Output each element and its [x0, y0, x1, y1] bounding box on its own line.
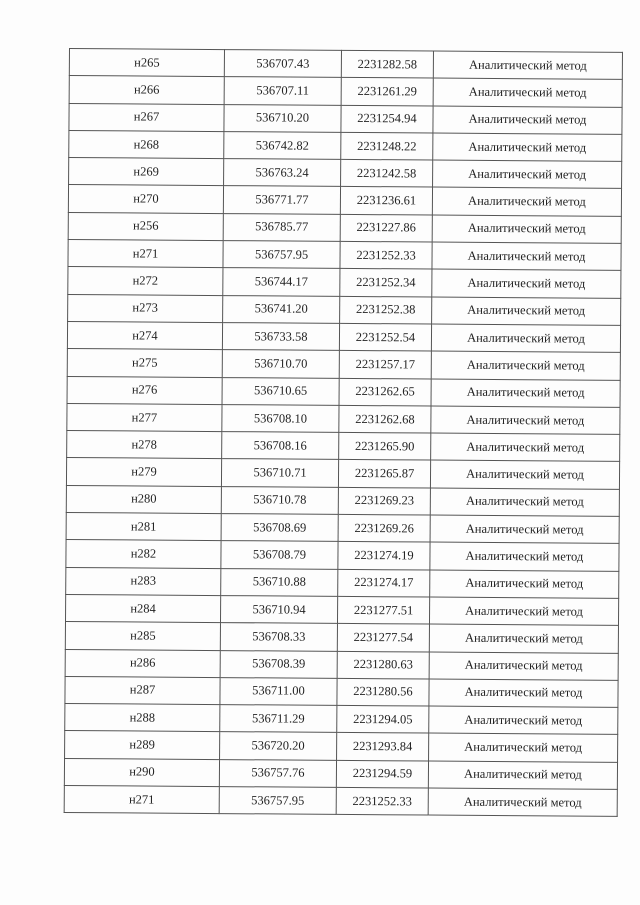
method-cell: Аналитический метод: [431, 379, 620, 408]
x-coordinate-cell: 536708.79: [221, 541, 338, 569]
x-coordinate-cell: 536710.94: [220, 596, 337, 624]
point-id-cell: н278: [67, 431, 222, 459]
y-coordinate-cell: 2231265.90: [339, 433, 431, 461]
point-id-cell: н268: [69, 130, 224, 158]
method-cell: Аналитический метод: [433, 78, 622, 107]
table-row: [67, 403, 620, 434]
point-id-cell: н285: [65, 622, 220, 650]
table-row: [65, 649, 618, 680]
table-row: [66, 567, 619, 598]
method-cell: Аналитический метод: [431, 433, 620, 462]
y-coordinate-cell: 2231277.54: [337, 624, 429, 652]
method-cell: Аналитический метод: [431, 406, 620, 435]
method-cell: Аналитический метод: [432, 297, 621, 326]
y-coordinate-cell: 2231282.58: [341, 50, 433, 78]
point-id-cell: н281: [66, 513, 221, 541]
method-cell: Аналитический метод: [429, 624, 618, 653]
method-cell: Аналитический метод: [431, 351, 620, 380]
x-coordinate-cell: 536733.58: [222, 323, 339, 351]
table-row: [68, 240, 621, 271]
method-cell: Аналитический метод: [429, 597, 618, 626]
x-coordinate-cell: 536710.65: [222, 377, 339, 405]
method-cell: Аналитический метод: [433, 133, 622, 162]
point-id-cell: н274: [67, 321, 222, 349]
table-row: [69, 76, 622, 107]
point-id-cell: н256: [68, 212, 223, 240]
y-coordinate-cell: 2231294.05: [337, 706, 429, 734]
x-coordinate-cell: 536757.95: [219, 787, 336, 815]
method-cell: Аналитический метод: [428, 761, 617, 790]
method-cell: Аналитический метод: [430, 542, 619, 571]
x-coordinate-cell: 536708.33: [220, 623, 337, 651]
table-row: [68, 294, 621, 325]
method-cell: Аналитический метод: [430, 570, 619, 599]
x-coordinate-cell: 536711.29: [220, 705, 337, 733]
y-coordinate-cell: 2231262.68: [339, 405, 431, 433]
x-coordinate-cell: 536720.20: [220, 732, 337, 760]
table-row: [67, 321, 620, 352]
table-row: [64, 786, 617, 817]
y-coordinate-cell: 2231257.17: [339, 351, 431, 379]
y-coordinate-cell: 2231262.65: [339, 378, 431, 406]
y-coordinate-cell: 2231236.61: [340, 187, 432, 215]
point-id-cell: н287: [65, 676, 220, 704]
table-row: [69, 158, 622, 189]
x-coordinate-cell: 536707.11: [224, 77, 341, 105]
table-row: [67, 376, 620, 407]
table-row: [68, 185, 621, 216]
x-coordinate-cell: 536741.20: [223, 295, 340, 323]
method-cell: Аналитический метод: [430, 488, 619, 517]
table-row: [66, 458, 619, 489]
y-coordinate-cell: 2231227.86: [340, 214, 432, 242]
x-coordinate-cell: 536742.82: [224, 131, 341, 159]
y-coordinate-cell: 2231252.33: [336, 787, 428, 815]
x-coordinate-cell: 536707.43: [224, 50, 341, 78]
method-cell: Аналитический метод: [429, 652, 618, 681]
x-coordinate-cell: 536757.76: [219, 759, 336, 787]
point-id-cell: н286: [65, 649, 220, 677]
y-coordinate-cell: 2231252.38: [340, 296, 432, 324]
y-coordinate-cell: 2231269.26: [338, 514, 430, 542]
y-coordinate-cell: 2231280.63: [337, 651, 429, 679]
point-id-cell: н279: [66, 458, 221, 486]
table-row: [69, 103, 622, 134]
method-cell: Аналитический метод: [429, 679, 618, 708]
point-id-cell: н271: [68, 240, 223, 268]
method-cell: Аналитический метод: [432, 188, 621, 217]
x-coordinate-cell: 536708.10: [222, 404, 339, 432]
point-id-cell: н288: [65, 704, 220, 732]
table-row: [65, 731, 618, 762]
x-coordinate-cell: 536710.78: [221, 486, 338, 514]
table-row: [66, 513, 619, 544]
x-coordinate-cell: 536708.16: [222, 432, 339, 460]
x-coordinate-cell: 536710.20: [224, 104, 341, 132]
method-cell: Аналитический метод: [433, 51, 622, 80]
point-id-cell: н269: [69, 158, 224, 186]
y-coordinate-cell: 2231252.54: [339, 323, 431, 351]
point-id-cell: н270: [68, 185, 223, 213]
method-cell: Аналитический метод: [433, 106, 622, 135]
point-id-cell: н276: [67, 376, 222, 404]
method-cell: Аналитический метод: [432, 269, 621, 298]
table-row: [68, 212, 621, 243]
point-id-cell: н275: [67, 349, 222, 377]
y-coordinate-cell: 2231248.22: [341, 132, 433, 160]
y-coordinate-cell: 2231293.84: [337, 733, 429, 761]
y-coordinate-cell: 2231274.19: [338, 542, 430, 570]
x-coordinate-cell: 536710.70: [222, 350, 339, 378]
x-coordinate-cell: 536710.88: [221, 568, 338, 596]
point-id-cell: н267: [69, 103, 224, 131]
y-coordinate-cell: 2231265.87: [338, 460, 430, 488]
x-coordinate-cell: 536757.95: [223, 241, 340, 269]
y-coordinate-cell: 2231277.51: [337, 596, 429, 624]
method-cell: Аналитический метод: [433, 160, 622, 189]
y-coordinate-cell: 2231274.17: [338, 569, 430, 597]
y-coordinate-cell: 2231280.56: [337, 678, 429, 706]
x-coordinate-cell: 536785.77: [223, 213, 340, 241]
method-cell: Аналитический метод: [430, 460, 619, 489]
coordinates-table: [64, 48, 623, 817]
y-coordinate-cell: 2231252.34: [340, 269, 432, 297]
table-row: [66, 540, 619, 571]
point-id-cell: н289: [65, 731, 220, 759]
point-id-cell: н265: [69, 49, 224, 77]
method-cell: Аналитический метод: [429, 706, 618, 735]
table-row: [65, 676, 618, 707]
point-id-cell: н273: [68, 294, 223, 322]
x-coordinate-cell: 536763.24: [224, 159, 341, 187]
coordinates-table-body: [64, 49, 622, 817]
y-coordinate-cell: 2231254.94: [341, 105, 433, 133]
y-coordinate-cell: 2231294.59: [336, 760, 428, 788]
point-id-cell: н266: [69, 76, 224, 104]
x-coordinate-cell: 536744.17: [223, 268, 340, 296]
method-cell: Аналитический метод: [428, 788, 617, 817]
table-row: [65, 594, 618, 625]
table-row: [67, 349, 620, 380]
point-id-cell: н284: [65, 594, 220, 622]
point-id-cell: н271: [64, 786, 219, 814]
point-id-cell: н272: [68, 267, 223, 295]
table-row: [69, 49, 622, 80]
y-coordinate-cell: 2231261.29: [341, 78, 433, 106]
method-cell: Аналитический метод: [432, 215, 621, 244]
table-row: [64, 758, 617, 789]
point-id-cell: н277: [67, 403, 222, 431]
table-row: [69, 130, 622, 161]
point-id-cell: н290: [64, 758, 219, 786]
method-cell: Аналитический метод: [429, 733, 618, 762]
table-row: [65, 704, 618, 735]
table-row: [66, 485, 619, 516]
y-coordinate-cell: 2231242.58: [341, 160, 433, 188]
table-row: [67, 431, 620, 462]
x-coordinate-cell: 536711.00: [220, 677, 337, 705]
method-cell: Аналитический метод: [431, 324, 620, 353]
x-coordinate-cell: 536710.71: [221, 459, 338, 487]
point-id-cell: н280: [66, 485, 221, 513]
x-coordinate-cell: 536708.39: [220, 650, 337, 678]
point-id-cell: н282: [66, 540, 221, 568]
x-coordinate-cell: 536771.77: [223, 186, 340, 214]
table-row: [65, 622, 618, 653]
y-coordinate-cell: 2231269.23: [338, 487, 430, 515]
y-coordinate-cell: 2231252.33: [340, 241, 432, 269]
method-cell: Аналитический метод: [432, 242, 621, 271]
table-row: [68, 267, 621, 298]
point-id-cell: н283: [66, 567, 221, 595]
method-cell: Аналитический метод: [430, 515, 619, 544]
x-coordinate-cell: 536708.69: [221, 514, 338, 542]
